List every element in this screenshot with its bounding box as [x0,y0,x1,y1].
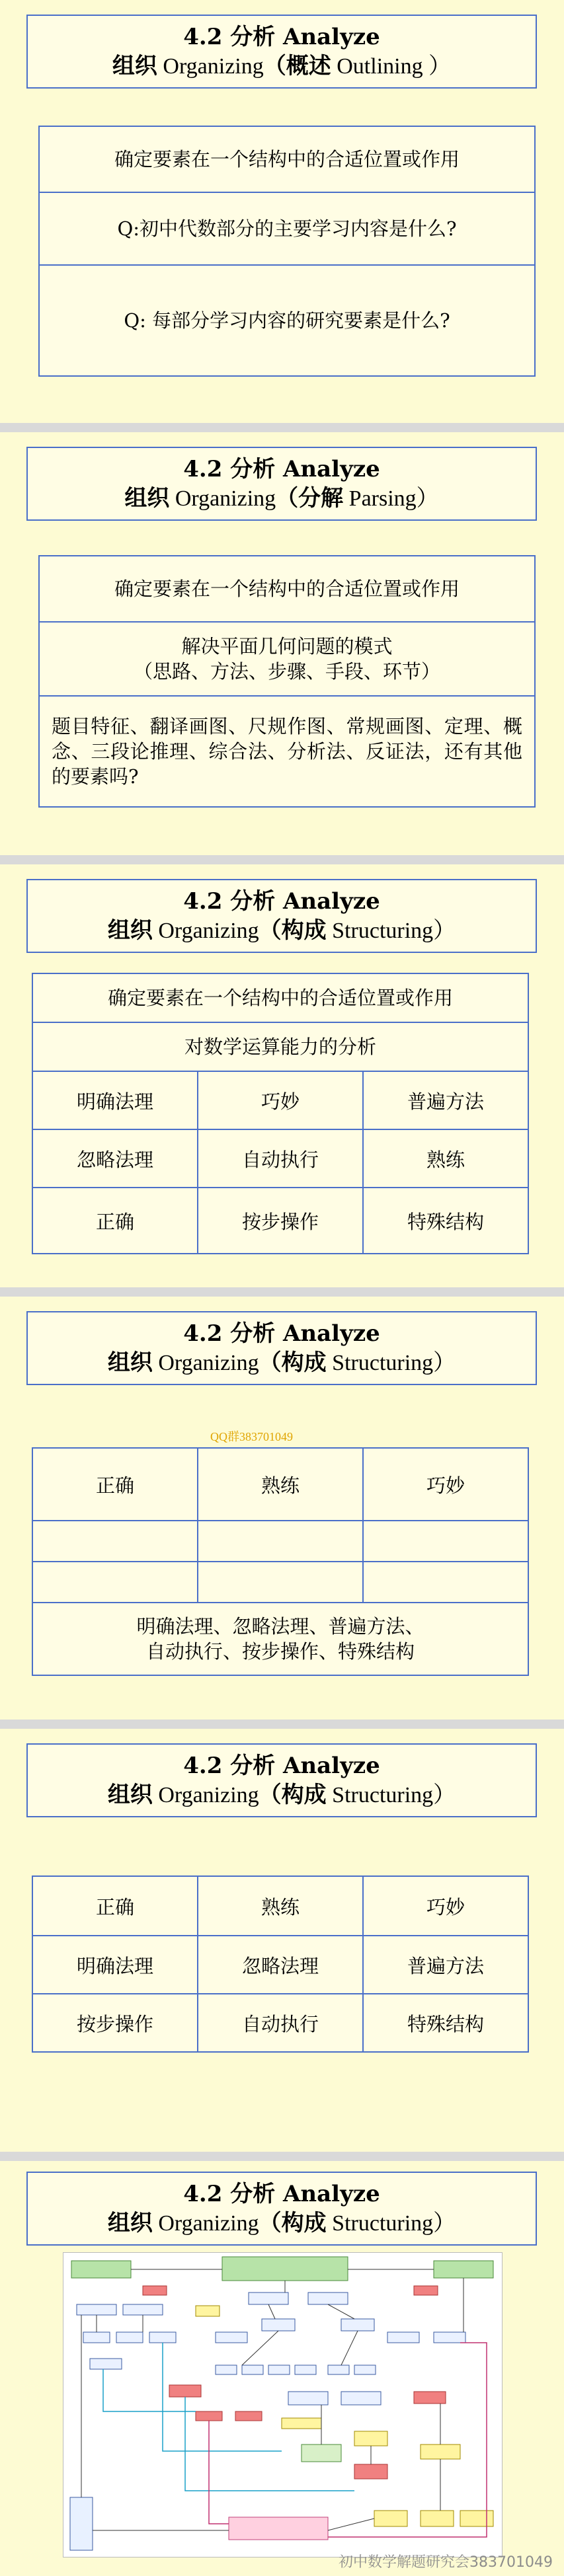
separator [0,1720,564,1729]
table-row [33,1877,528,1935]
pattern-title: 解决平面几何问题的模式 [181,635,393,658]
separator [0,855,564,864]
title-line1: 4.2 分析 Analyze [183,888,380,915]
slide-6-title [26,2172,537,2246]
table-row [33,1935,528,1993]
table-cell: 巧妙 [362,1449,528,1520]
content-row: 确定要素在一个结构中的合适位置或作用 [114,578,460,600]
table-cell: 熟练 [362,1130,528,1187]
content-row: 确定要素在一个结构中的合适位置或作用 [114,148,460,170]
title-line1: 4.2 分析 Analyze [183,2181,380,2207]
table-cell: 正确 [95,1895,134,1918]
table-cell: 忽略法理 [76,1148,153,1171]
content-row: Q: 每部分学习内容的研究要素是什么? [40,264,534,375]
table-cell: 正确 [95,1210,134,1233]
table-cell: 熟练 [197,1877,362,1935]
watermark-text: 初中数学解题研究会383701049 [339,2554,553,2571]
table-row [33,1129,528,1187]
slide-5 [0,1729,564,2152]
flowchart-graphic [63,2253,502,2557]
table-cell [33,1562,197,1602]
slide-2-content-box [38,555,536,808]
title-line1: 4.2 分析 Analyze [183,1320,380,1347]
table-cell [197,1521,362,1561]
table-cell: 巧妙 [197,1072,362,1129]
table-cell: 自动执行 [197,1994,362,2051]
table-cell: 特殊结构 [362,1188,528,1253]
slide-3-title [26,879,537,953]
title-line2: 组织 Organizing（构成 Structuring） [107,1349,456,1376]
separator [0,2152,564,2161]
table-cell: 特殊结构 [362,1994,528,2051]
pattern-items: （思路、方法、步骤、手段、环节） [133,660,440,683]
table-cell: 熟练 [197,1449,362,1520]
table-cell: 巧妙 [362,1877,528,1935]
table-cell: 自动执行 [197,1130,362,1187]
content-row: 确定要素在一个结构中的合适位置或作用 [107,987,453,1009]
slide-1-content-box [38,126,536,377]
content-row [40,621,534,695]
title-line2: 组织 Organizing（构成 Structuring） [107,917,456,944]
content-row: 题目特征、翻译画图、尺规作图、常规画图、定理、概念、三段论推理、综合法、分析法、反证法，还有其他的要素吗? [40,695,534,806]
table-cell: 按步操作 [76,2012,153,2035]
table-cell: 正确 [95,1474,134,1497]
slide-2-title [26,447,537,521]
table-row [33,1187,528,1253]
table-row [33,1520,528,1561]
title-line1: 4.2 分析 Analyze [183,1753,380,1779]
slide-1-title [26,15,537,89]
table-cell [362,1521,528,1561]
content-row: Q:初中代数部分的主要学习内容是什么? [40,192,534,264]
table-cell [197,1562,362,1602]
slide-4-title [26,1311,537,1385]
slide-4 [0,1297,564,1720]
table-cell: 忽略法理 [197,1936,362,1993]
footer-line: 明确法理、忽略法理、普遍方法、 [136,1615,424,1638]
slide-2 [0,432,564,855]
separator [0,1287,564,1297]
qq-group-label: QQ群383701049 [210,1430,293,1443]
table-cell: 普遍方法 [362,1072,528,1129]
separator [0,423,564,432]
slide-4-table [32,1447,529,1676]
table-cell [33,1521,197,1561]
table-cell [362,1562,528,1602]
table-row [33,1993,528,2051]
table-row [33,1561,528,1602]
slide-1 [0,0,564,423]
table-cell: 明确法理 [76,1090,153,1113]
title-line2: 组织 Organizing（构成 Structuring） [107,1782,456,1808]
table-row [33,1449,528,1520]
title-line2: 组织 Organizing（概述 Outlining ） [112,53,452,79]
table-cell: 明确法理 [76,1954,153,1977]
footer-row [33,1602,528,1675]
title-line2: 组织 Organizing（分解 Parsing） [124,485,439,511]
flowchart-diagram [63,2252,503,2557]
slide-3 [0,864,564,1287]
title-line1: 4.2 分析 Analyze [183,456,380,482]
footer-line: 自动执行、按步操作、特殊结构 [145,1640,415,1663]
slide-3-table [32,973,529,1254]
table-cell: 普遍方法 [362,1936,528,1993]
content-row: 对数学运算能力的分析 [33,1022,528,1071]
title-line2: 组织 Organizing（构成 Structuring） [107,2210,456,2236]
table-row [33,1071,528,1129]
slide-5-table [32,1875,529,2053]
table-cell: 按步操作 [197,1188,362,1253]
title-line1: 4.2 分析 Analyze [183,24,380,50]
slide-5-title [26,1743,537,1817]
